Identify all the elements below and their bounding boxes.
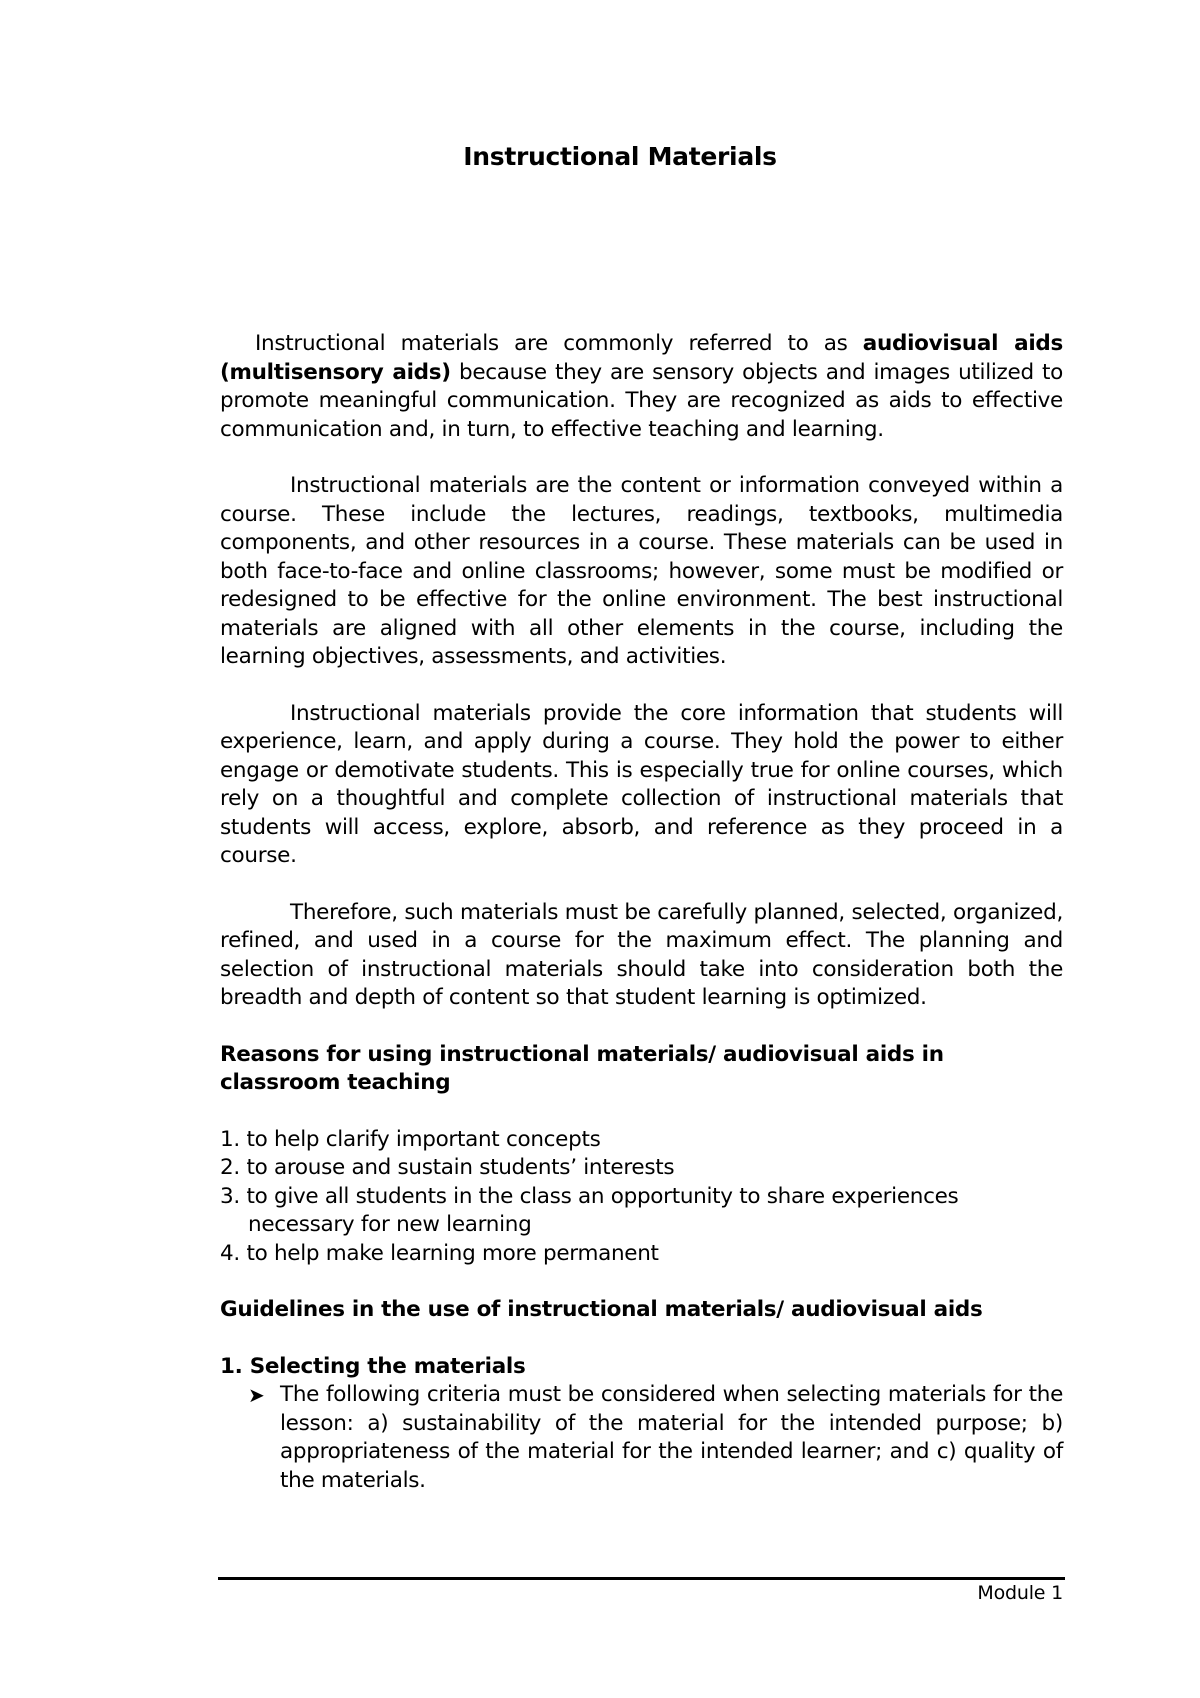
paragraph-4: Therefore, such materials must be carefully planned, selected, organized, refined, and used in a course for the maximum effect. The planning and selection of instructional materials should take into consideration both the breadth and depth of content so that student learning is optimized. (220, 899, 1063, 1010)
footer-module-label: Module 1 (977, 1582, 1063, 1604)
reasons-list-item: 2. to arouse and sustain students’ interests (220, 1155, 675, 1180)
guideline-1-bullet (248, 1381, 1063, 1495)
paragraph-1 (220, 330, 1063, 444)
paragraph-1-rest: because they are sensory objects and images utilized to promote meaningful communication. They are recognized as aids to effective communication and, in turn, to effective teaching and learning. (220, 359, 1063, 442)
reasons-heading: Reasons for using instructional materials/ audiovisual aids in classroom teaching (220, 1041, 944, 1095)
reasons-list (220, 1126, 1063, 1269)
paragraph-3: Instructional materials provide the core information that students will experience, learn, and apply during a course. They hold the power to either engage or demotivate students. This is especially true for online courses, which rely on a thoughtful and complete collection of instructional materials that students will access, explore, absorb, and reference as they proceed in a course. (220, 700, 1063, 868)
guideline-1-heading: 1. Selecting the materials (220, 1353, 526, 1379)
paragraph-1-bold-term: audiovisual aids (multisensory aids) (220, 331, 1064, 385)
guidelines-heading: Guidelines in the use of instructional materials/ audiovisual aids (220, 1297, 983, 1322)
arrow-bullet-icon: ➤ (248, 1383, 265, 1407)
paragraph-2: Instructional materials are the content or information conveyed within a course. These include the lectures, readings, textbooks, multimedia components, and other resources in a course. These materials can be used in both face-to-face and online classrooms; however, some must be modified or redesigned to be effective for the online environment. The best instructional materials are aligned with all other elements in the course, including the learning objectives, assessments, and activities. (220, 473, 1063, 669)
page-title: Instructional Materials (463, 142, 777, 171)
reasons-list-item: 1. to help clarify important concepts (220, 1126, 601, 1152)
guideline-1-text: The following criteria must be considered when selecting materials for the lesson: a) sustainability of the material for the intended purpose; b) appropriateness of the material for the intended learner; and c) quality of the materials. (280, 1382, 1063, 1493)
reasons-list-item: 4. to help make learning more permanent (220, 1240, 659, 1266)
paragraph-1-lead: Instructional materials are commonly referred to as (255, 331, 863, 356)
footer-divider (218, 1577, 1065, 1580)
document-body (220, 330, 1063, 1495)
reasons-list-item: 3. to give all students in the class an opportunity to share experiences necessary for new learning (220, 1183, 959, 1237)
